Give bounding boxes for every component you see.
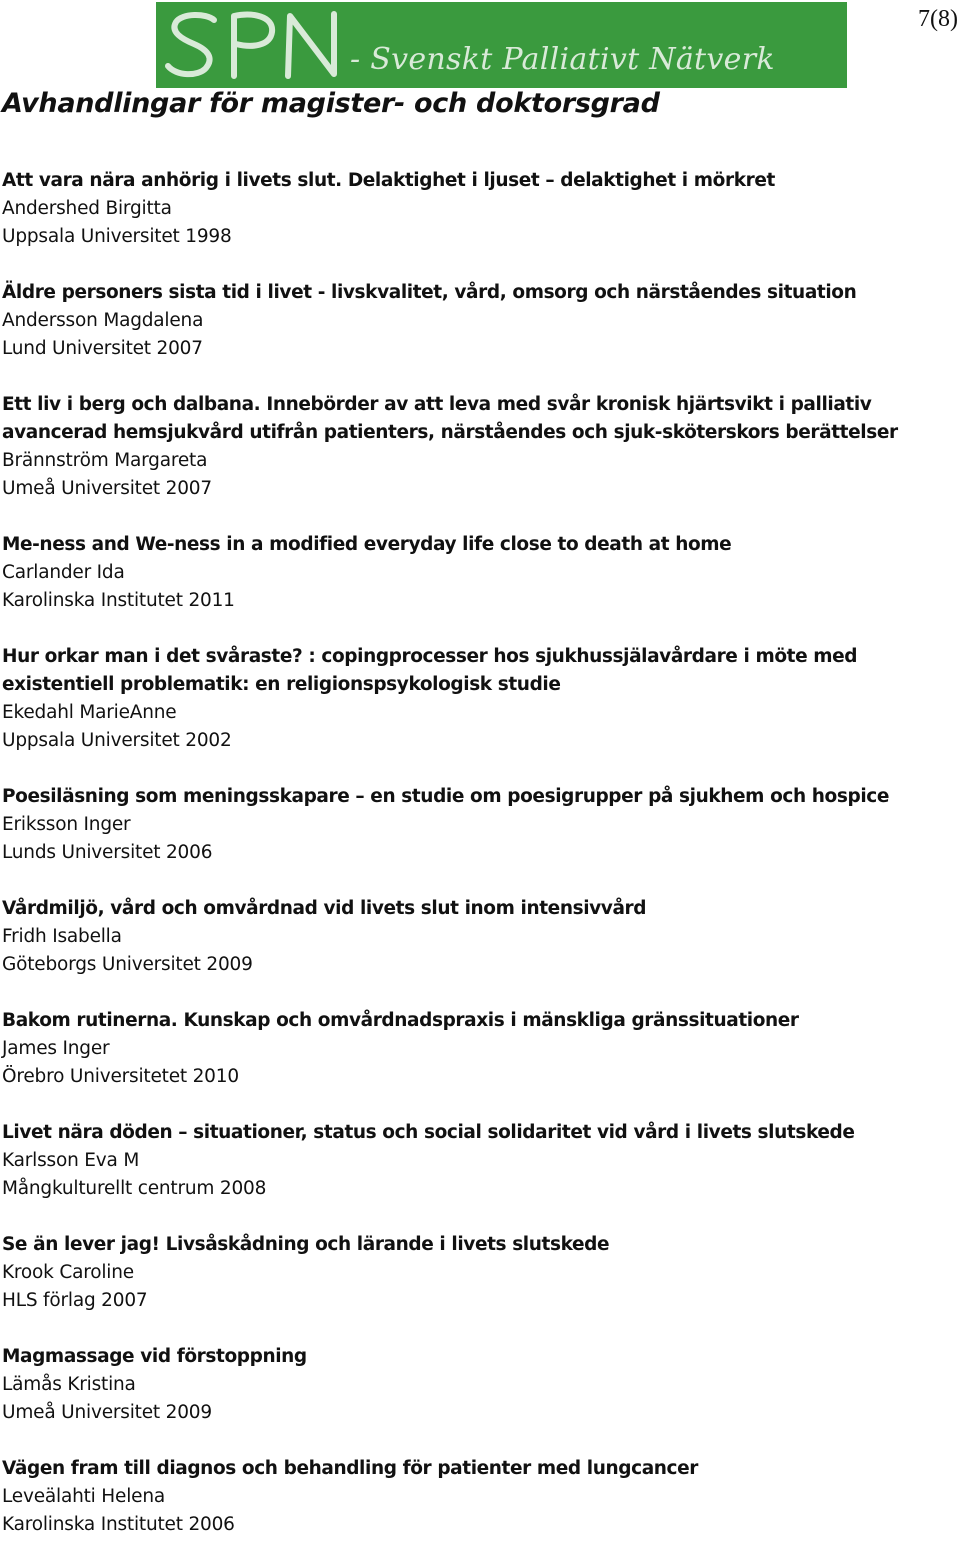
thesis-title: Vårdmiljö, vård och omvårdnad vid livets slut inom intensivvård [2,898,647,919]
thesis-author: Lämås Kristina [2,1374,136,1395]
list-item [2,1455,952,1539]
thesis-institution: Lund Universitet 2007 [2,338,203,359]
list-item [2,1007,952,1091]
thesis-title: Att vara nära anhörig i livets slut. Delaktighet i ljuset – delaktighet i mörkret [2,170,775,191]
thesis-institution: Örebro Universitetet 2010 [2,1066,239,1087]
thesis-institution: Karolinska Institutet 2011 [2,590,235,611]
thesis-author: Andershed Birgitta [2,198,172,219]
thesis-institution: Karolinska Institutet 2006 [2,1514,235,1535]
page-title: Avhandlingar för magister- och doktorsgrad [2,88,660,119]
thesis-author: Ekedahl MarieAnne [2,702,177,723]
thesis-institution: Mångkulturellt centrum 2008 [2,1178,267,1199]
list-item [2,1343,952,1427]
thesis-author: Karlsson Eva M [2,1150,140,1171]
thesis-title: Poesiläsning som meningsskapare – en studie om poesigrupper på sjukhem och hospice [2,786,889,807]
thesis-institution: HLS förlag 2007 [2,1290,148,1311]
thesis-title: Magmassage vid förstoppning [2,1346,307,1367]
thesis-author: Carlander Ida [2,562,125,583]
spn-logo-banner [156,2,847,88]
page-number: 7(8) [918,6,958,32]
list-item [2,1231,952,1315]
thesis-title: Ett liv i berg och dalbana. Innebörder av att leva med svår kronisk hjärtsvikt i palliativ avancerad hemsjukvård utifrån patienters, närståendes och sjuk-sköterskors berättelser [2,394,898,443]
list-item [2,783,952,867]
thesis-institution: Uppsala Universitet 1998 [2,226,232,247]
thesis-author: Leveälahti Helena [2,1486,165,1507]
thesis-author: James Inger [2,1038,110,1059]
thesis-author: Andersson Magdalena [2,310,204,331]
thesis-institution: Umeå Universitet 2007 [2,478,212,499]
list-item [2,279,952,363]
list-item [2,531,952,615]
list-item [2,643,952,755]
thesis-list [2,167,952,1567]
thesis-title: Bakom rutinerna. Kunskap och omvårdnadspraxis i mänskliga gränssituationer [2,1010,799,1031]
thesis-title: Hur orkar man i det svåraste? : copingprocesser hos sjukhussjälavårdare i möte med existentiell problematik: en religionspsykologisk studie [2,646,858,695]
thesis-institution: Lunds Universitet 2006 [2,842,213,863]
thesis-author: Krook Caroline [2,1262,134,1283]
thesis-institution: Uppsala Universitet 2002 [2,730,232,751]
thesis-author: Brännström Margareta [2,450,208,471]
spn-logo-text: - Svenskt Palliativt Nätverk [350,42,775,77]
thesis-institution: Umeå Universitet 2009 [2,1402,212,1423]
thesis-title: Vägen fram till diagnos och behandling för patienter med lungcancer [2,1458,698,1479]
thesis-author: Fridh Isabella [2,926,122,947]
thesis-title: Livet nära döden – situationer, status och social solidaritet vid vård i livets slutskede [2,1122,855,1143]
thesis-title: Äldre personers sista tid i livet - livskvalitet, vård, omsorg och närståendes situation [2,282,857,303]
thesis-author: Eriksson Inger [2,814,131,835]
thesis-title: Se än lever jag! Livsåskådning och lärande i livets slutskede [2,1234,610,1255]
list-item [2,167,952,251]
list-item [2,895,952,979]
list-item [2,391,952,503]
thesis-title: Me-ness and We-ness in a modified everyday life close to death at home [2,534,732,555]
spn-logo-letters [156,2,356,88]
list-item [2,1119,952,1203]
thesis-institution: Göteborgs Universitet 2009 [2,954,253,975]
